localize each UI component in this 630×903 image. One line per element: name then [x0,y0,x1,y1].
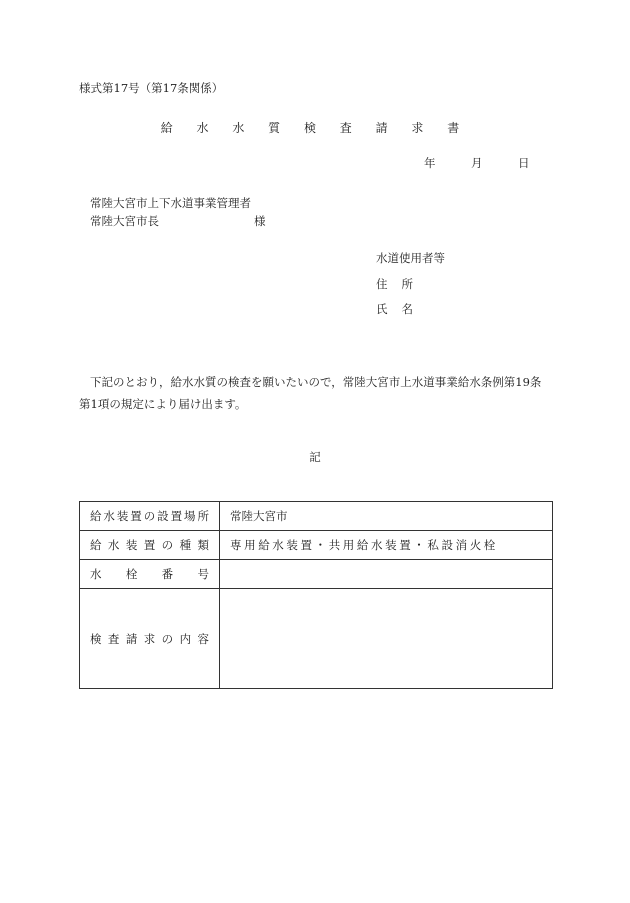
tap-number-label: 水栓番号 [80,560,220,589]
device-type-label: 給水装置の種類 [80,531,220,560]
addressee-honorific: 様 [254,214,266,228]
document-title: 給 水 水 質 検 査 請 求 書 [160,121,470,135]
date-year-label: 年 [424,156,436,170]
ki-heading: 記 [309,450,321,464]
date-line [424,155,530,171]
applicant-heading: 水道使用者等 [376,251,445,265]
addressee-line-1: 常陸大宮市上下水道事業管理者 [90,196,251,210]
table-row [80,589,553,689]
date-month-label: 月 [471,156,483,170]
form-number: 様式第17号（第17条関係） [79,81,224,95]
body-text-line-2: 第1項の規定により届け出ます。 [79,397,247,411]
table-row [80,560,553,589]
applicant-address-label: 住所 [376,277,427,291]
addressee-line-2: 常陸大宮市長 [90,214,159,228]
body-text-line-1: 下記のとおり，給水水質の検査を願いたいので，常陸大宮市上水道事業給水条例第19条 [90,375,542,389]
applicant-name-label: 氏名 [376,302,427,316]
request-table [79,501,553,689]
date-day-label: 日 [518,156,530,170]
table-row [80,531,553,560]
table-row [80,502,553,531]
installation-location-value[interactable]: 常陸大宮市 [220,502,553,531]
installation-location-label: 給水装置の設置場所 [80,502,220,531]
inspection-content-value[interactable] [220,589,553,689]
tap-number-value[interactable] [220,560,553,589]
inspection-content-label: 検査請求の内容 [80,589,220,689]
device-type-value[interactable]: 専用給水装置・共用給水装置・私設消火栓 [220,531,553,560]
